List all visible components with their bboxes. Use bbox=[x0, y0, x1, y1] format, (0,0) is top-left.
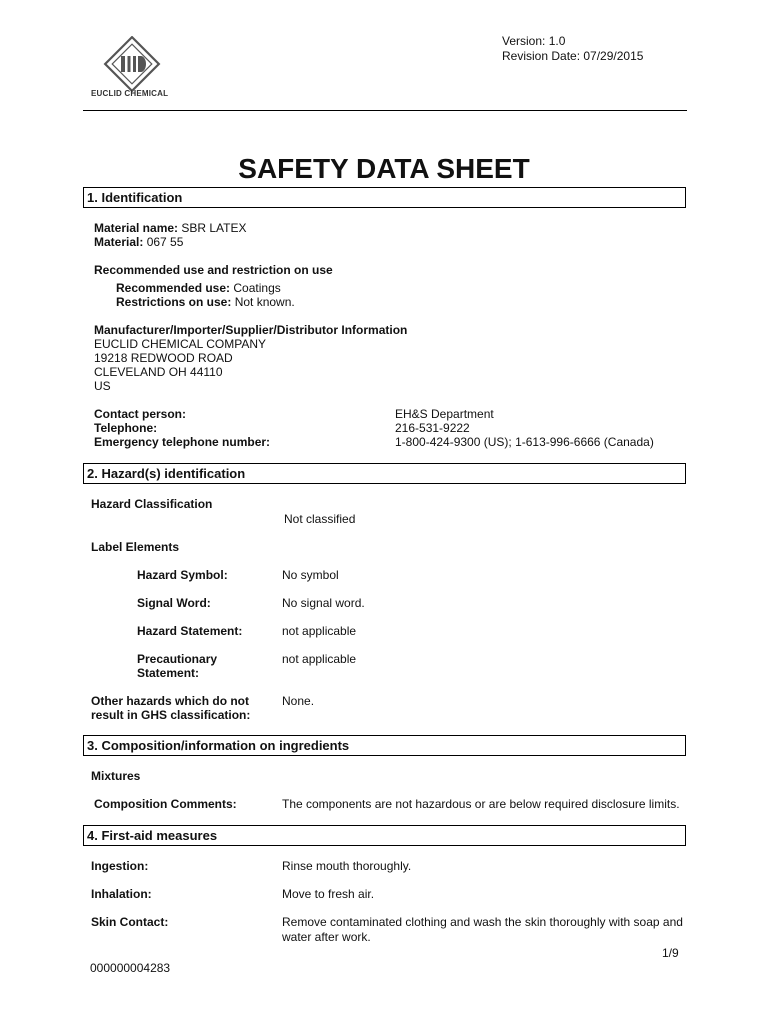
section-1-header bbox=[83, 187, 686, 208]
section-2-header bbox=[83, 463, 686, 484]
material-name-row bbox=[94, 221, 247, 235]
manufacturer-line: US bbox=[94, 379, 111, 393]
signal-word-value: No signal word. bbox=[282, 596, 365, 610]
manufacturer-line: EUCLID CHEMICAL COMPANY bbox=[94, 337, 267, 351]
manufacturer-heading: Manufacturer/Importer/Supplier/Distributor Information bbox=[94, 323, 408, 337]
other-hazards-label-line-1: Other hazards which do not bbox=[91, 694, 250, 708]
recommended-use-heading: Recommended use and restriction on use bbox=[94, 263, 333, 277]
inhalation-value: Move to fresh air. bbox=[282, 887, 375, 901]
hazard-symbol-value: No symbol bbox=[282, 568, 339, 582]
material-label: Material: bbox=[94, 235, 144, 249]
material-name-value: SBR LATEX bbox=[181, 221, 247, 235]
restrictions-value: Not known. bbox=[234, 295, 295, 309]
revision-date-text: Revision Date: 07/29/2015 bbox=[502, 49, 644, 63]
section-3-heading: 3. Composition/information on ingredients bbox=[87, 738, 350, 753]
restrictions-row bbox=[116, 295, 295, 309]
version-text: Version: 1.0 bbox=[502, 34, 566, 48]
page-title: SAFETY DATA SHEET bbox=[238, 153, 530, 184]
mixtures-heading: Mixtures bbox=[91, 769, 141, 783]
skin-contact-label: Skin Contact: bbox=[91, 915, 169, 929]
inhalation-label: Inhalation: bbox=[91, 887, 152, 901]
recommended-use-label: Recommended use: bbox=[116, 281, 231, 295]
other-hazards-label-line-2: result in GHS classification: bbox=[91, 708, 251, 722]
skin-contact-value-line-2: water after work. bbox=[282, 930, 371, 944]
material-row bbox=[94, 235, 183, 249]
hazard-classification-value: Not classified bbox=[284, 512, 356, 526]
contact-label: Contact person: bbox=[94, 407, 187, 421]
ingestion-label: Ingestion: bbox=[91, 859, 149, 873]
telephone-label: Telephone: bbox=[94, 421, 158, 435]
hazard-classification-label: Hazard Classification bbox=[91, 497, 213, 511]
precautionary-value: not applicable bbox=[282, 652, 357, 666]
contact-value: EH&S Department bbox=[395, 407, 494, 421]
other-hazards-value: None. bbox=[282, 694, 315, 708]
telephone-value: 216-531-9222 bbox=[395, 421, 470, 435]
material-value: 067 55 bbox=[146, 235, 184, 249]
header-divider bbox=[83, 110, 687, 111]
logo-text: EUCLID CHEMICAL bbox=[91, 89, 169, 98]
composition-comments-value: The components are not hazardous or are below required disclosure limits. bbox=[282, 797, 680, 811]
section-4-heading: 4. First-aid measures bbox=[87, 828, 218, 843]
section-3-header bbox=[83, 735, 686, 756]
hazard-symbol-label: Hazard Symbol: bbox=[137, 568, 228, 582]
recommended-use-row bbox=[116, 281, 281, 295]
recommended-use-value: Coatings bbox=[233, 281, 281, 295]
skin-contact-value-line-1: Remove contaminated clothing and wash the skin thoroughly with soap and bbox=[282, 915, 683, 929]
emergency-label: Emergency telephone number: bbox=[94, 435, 271, 449]
precautionary-label-line-2: Statement: bbox=[137, 666, 200, 680]
section-1-heading: 1. Identification bbox=[87, 190, 183, 205]
label-elements-heading: Label Elements bbox=[91, 540, 180, 554]
composition-comments-label: Composition Comments: bbox=[94, 797, 237, 811]
signal-word-label: Signal Word: bbox=[137, 596, 211, 610]
document-number: 000000004283 bbox=[90, 961, 171, 975]
precautionary-label-line-1: Precautionary bbox=[137, 652, 218, 666]
manufacturer-line: 19218 REDWOOD ROAD bbox=[94, 351, 233, 365]
emergency-value: 1-800-424-9300 (US); 1-613-996-6666 (Canada) bbox=[395, 435, 654, 449]
manufacturer-line: CLEVELAND OH 44110 bbox=[94, 365, 223, 379]
section-4-header bbox=[83, 825, 686, 846]
page-number: 1/9 bbox=[662, 946, 679, 960]
material-name-label: Material name: bbox=[94, 221, 179, 235]
ingestion-value: Rinse mouth thoroughly. bbox=[282, 859, 412, 873]
hazard-statement-label: Hazard Statement: bbox=[137, 624, 243, 638]
hazard-statement-value: not applicable bbox=[282, 624, 357, 638]
restrictions-label: Restrictions on use: bbox=[116, 295, 232, 309]
section-2-heading: 2. Hazard(s) identification bbox=[87, 466, 246, 481]
